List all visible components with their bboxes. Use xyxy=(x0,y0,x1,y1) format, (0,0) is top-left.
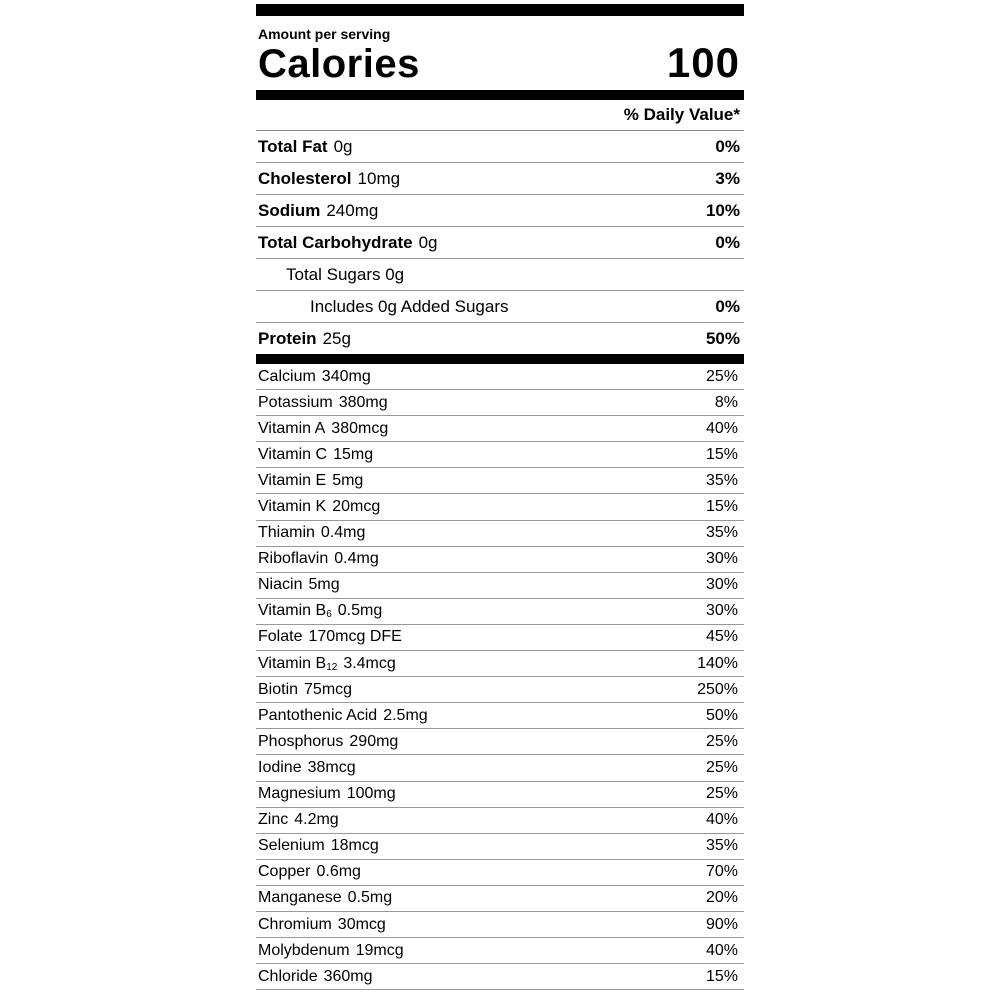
vitamin-label xyxy=(256,916,386,934)
vitamin-amount: 5mg xyxy=(332,471,364,489)
vitamin-amount: 19mcg xyxy=(355,941,404,959)
nutrient-name: Includes 0g Added Sugars xyxy=(310,296,509,316)
nutrient-row xyxy=(256,195,744,227)
vitamin-name: Vitamin B xyxy=(258,654,327,672)
vitamin-daily-value: 250% xyxy=(697,680,738,698)
vitamin-label xyxy=(256,837,379,855)
vitamin-label xyxy=(256,394,388,412)
vitamin-row xyxy=(256,912,744,938)
vitamin-subscript: 12 xyxy=(326,661,338,673)
vitamin-daily-value: 70% xyxy=(705,863,738,881)
vitamin-daily-value: 15% xyxy=(705,445,738,463)
vitamin-name: Chromium xyxy=(258,915,332,933)
vitamin-name: Selenium xyxy=(258,837,325,855)
nutrient-daily-value: 0% xyxy=(715,232,740,252)
vitamin-amount: 0.4mg xyxy=(334,550,379,568)
vitamin-amount: 380mcg xyxy=(331,419,389,437)
vitamin-daily-value: 15% xyxy=(705,498,738,516)
vitamin-daily-value: 40% xyxy=(705,941,738,959)
nutrient-row xyxy=(256,163,744,195)
nutrient-row xyxy=(256,131,744,163)
vitamin-amount: 15mg xyxy=(333,445,374,463)
vitamin-row xyxy=(256,599,744,625)
vitamin-name: Iodine xyxy=(258,758,302,776)
vitamin-name: Vitamin B xyxy=(258,602,327,620)
vitamin-label xyxy=(256,524,365,542)
vitamin-row xyxy=(256,468,744,494)
vitamin-row xyxy=(256,703,744,729)
daily-value-header-row xyxy=(256,100,744,131)
vitamin-daily-value: 40% xyxy=(705,419,738,437)
vitamin-name: Vitamin E xyxy=(258,471,327,489)
vitamin-daily-value: 35% xyxy=(705,471,738,489)
vitamin-label xyxy=(256,889,392,907)
vitamin-name: Molybdenum xyxy=(258,941,350,959)
vitamin-name: Niacin xyxy=(258,576,303,594)
nutrient-name: Total Sugars 0g xyxy=(286,264,405,284)
vitamin-amount: 5mg xyxy=(308,576,340,594)
vitamin-daily-value: 50% xyxy=(705,706,738,724)
nutrient-daily-value: 3% xyxy=(715,168,740,188)
vitamin-subscript: 6 xyxy=(326,609,332,621)
vitamin-label xyxy=(256,602,382,620)
vitamin-daily-value: 30% xyxy=(705,576,738,594)
vitamin-amount: 30mcg xyxy=(337,915,386,933)
vitamin-label xyxy=(256,785,396,803)
vitamin-row xyxy=(256,547,744,573)
vitamin-row xyxy=(256,782,744,808)
nutrient-row xyxy=(256,291,744,323)
vitamin-daily-value: 30% xyxy=(705,602,738,620)
vitamin-amount: 18mcg xyxy=(330,837,379,855)
top-divider xyxy=(256,4,744,16)
nutrient-name: Sodium xyxy=(258,200,321,220)
nutrients-list xyxy=(256,131,744,354)
nutrient-name: Total Fat xyxy=(258,136,328,156)
vitamin-row xyxy=(256,651,744,677)
nutrient-name: Total Carbohydrate xyxy=(258,232,413,252)
vitamin-daily-value: 30% xyxy=(705,550,738,568)
vitamin-amount: 3.4mcg xyxy=(343,654,396,672)
vitamin-daily-value: 35% xyxy=(705,837,738,855)
vitamin-daily-value: 8% xyxy=(714,393,738,411)
nutrition-facts-label xyxy=(256,4,744,990)
vitamin-row xyxy=(256,521,744,547)
nutrient-label xyxy=(256,137,353,157)
vitamin-amount: 0.5mg xyxy=(347,889,393,907)
nutrient-label xyxy=(256,329,351,349)
vitamin-row xyxy=(256,886,744,912)
vitamin-row xyxy=(256,964,744,990)
vitamin-amount: 380mg xyxy=(338,393,388,411)
vitamin-row xyxy=(256,390,744,416)
calories-row xyxy=(256,40,744,84)
vitamin-row xyxy=(256,625,744,651)
vitamin-name: Potassium xyxy=(258,393,333,411)
vitamin-row xyxy=(256,364,744,390)
vitamin-label xyxy=(256,628,402,646)
vitamin-daily-value: 20% xyxy=(705,889,738,907)
vitamin-amount: 20mcg xyxy=(332,498,381,516)
nutrient-row xyxy=(256,227,744,259)
vitamin-label xyxy=(256,681,352,699)
vitamin-daily-value: 35% xyxy=(705,524,738,542)
vitamin-label xyxy=(256,550,379,568)
vitamin-label xyxy=(256,420,388,438)
vitamin-label xyxy=(256,942,404,960)
nutrient-label xyxy=(256,297,508,317)
vitamin-row xyxy=(256,677,744,703)
vitamin-name: Folate xyxy=(258,628,303,646)
nutrient-daily-value: 10% xyxy=(705,200,740,220)
nutrient-row xyxy=(256,323,744,354)
vitamin-name: Biotin xyxy=(258,680,299,698)
vitamin-row xyxy=(256,938,744,964)
vitamin-row xyxy=(256,834,744,860)
amount-per-serving: Amount per serving xyxy=(258,26,391,42)
vitamin-name: Calcium xyxy=(258,367,316,385)
vitamin-amount: 100mg xyxy=(346,785,396,803)
vitamin-label xyxy=(256,863,361,881)
calories-label: Calories xyxy=(258,42,420,86)
nutrient-name: Protein xyxy=(258,328,317,348)
vitamin-name: Manganese xyxy=(258,889,342,907)
vitamin-name: Zinc xyxy=(258,811,289,829)
nutrient-name: Cholesterol xyxy=(258,168,352,188)
vitamin-name: Vitamin K xyxy=(258,498,327,516)
vitamin-name: Pantothenic Acid xyxy=(258,706,378,724)
vitamin-label xyxy=(256,576,340,594)
vitamin-name: Magnesium xyxy=(258,785,341,803)
vitamin-amount: 170mcg DFE xyxy=(308,628,402,646)
nutrient-label xyxy=(256,233,438,253)
nutrient-amount: 240mg xyxy=(326,200,379,220)
vitamin-daily-value: 25% xyxy=(705,785,738,803)
vitamin-label xyxy=(256,498,380,516)
vitamin-name: Thiamin xyxy=(258,524,315,542)
vitamin-row xyxy=(256,729,744,755)
calories-divider xyxy=(256,90,744,100)
nutrient-label xyxy=(256,201,378,221)
vitamin-row xyxy=(256,573,744,599)
vitamin-name: Copper xyxy=(258,863,311,881)
vitamin-label xyxy=(256,968,373,986)
vitamin-label xyxy=(256,446,373,464)
nutrient-amount: 0g xyxy=(333,136,353,156)
vitamin-daily-value: 25% xyxy=(705,367,738,385)
vitamins-list xyxy=(256,364,744,990)
vitamin-daily-value: 90% xyxy=(705,915,738,933)
vitamin-amount: 2.5mg xyxy=(383,706,428,724)
vitamin-name: Chloride xyxy=(258,967,318,985)
vitamin-row xyxy=(256,755,744,781)
vitamin-daily-value: 140% xyxy=(697,654,738,672)
nutrient-amount: 10mg xyxy=(357,168,401,188)
nutrient-label xyxy=(256,169,400,189)
vitamin-row xyxy=(256,860,744,886)
nutrient-daily-value: 0% xyxy=(715,136,740,156)
vitamin-row xyxy=(256,442,744,468)
vitamins-divider xyxy=(256,354,744,364)
nutrient-daily-value: 50% xyxy=(705,328,740,348)
nutrient-daily-value: 0% xyxy=(715,296,740,316)
vitamin-daily-value: 25% xyxy=(705,732,738,750)
vitamin-row xyxy=(256,808,744,834)
calories-value: 100 xyxy=(666,39,740,86)
vitamin-daily-value: 45% xyxy=(705,628,738,646)
nutrient-amount: 0g xyxy=(418,232,438,252)
vitamin-amount: 340mg xyxy=(321,367,371,385)
vitamin-row xyxy=(256,416,744,442)
nutrient-label xyxy=(256,265,404,285)
vitamin-label xyxy=(256,707,428,725)
daily-value-header: % Daily Value* xyxy=(623,105,740,124)
vitamin-row xyxy=(256,494,744,520)
nutrient-amount: 25g xyxy=(322,328,351,348)
vitamin-name: Vitamin C xyxy=(258,445,328,463)
vitamin-name: Riboflavin xyxy=(258,550,329,568)
vitamin-amount: 0.4mg xyxy=(320,524,366,542)
vitamin-amount: 0.5mg xyxy=(337,602,383,620)
vitamin-label xyxy=(256,472,363,490)
vitamin-amount: 360mg xyxy=(323,967,373,985)
vitamin-label xyxy=(256,811,339,829)
vitamin-name: Phosphorus xyxy=(258,732,344,750)
vitamin-amount: 290mg xyxy=(349,732,399,750)
vitamin-amount: 75mcg xyxy=(304,680,353,698)
vitamin-daily-value: 40% xyxy=(705,811,738,829)
vitamin-label xyxy=(256,655,396,673)
vitamin-label xyxy=(256,733,398,751)
nutrient-row xyxy=(256,259,744,291)
vitamin-daily-value: 15% xyxy=(705,967,738,985)
vitamin-label xyxy=(256,368,371,386)
vitamin-daily-value: 25% xyxy=(705,758,738,776)
vitamin-label xyxy=(256,759,356,777)
vitamin-name: Vitamin A xyxy=(258,419,326,437)
vitamin-amount: 38mcg xyxy=(307,758,356,776)
vitamin-amount: 4.2mg xyxy=(294,811,339,829)
vitamin-amount: 0.6mg xyxy=(316,863,361,881)
